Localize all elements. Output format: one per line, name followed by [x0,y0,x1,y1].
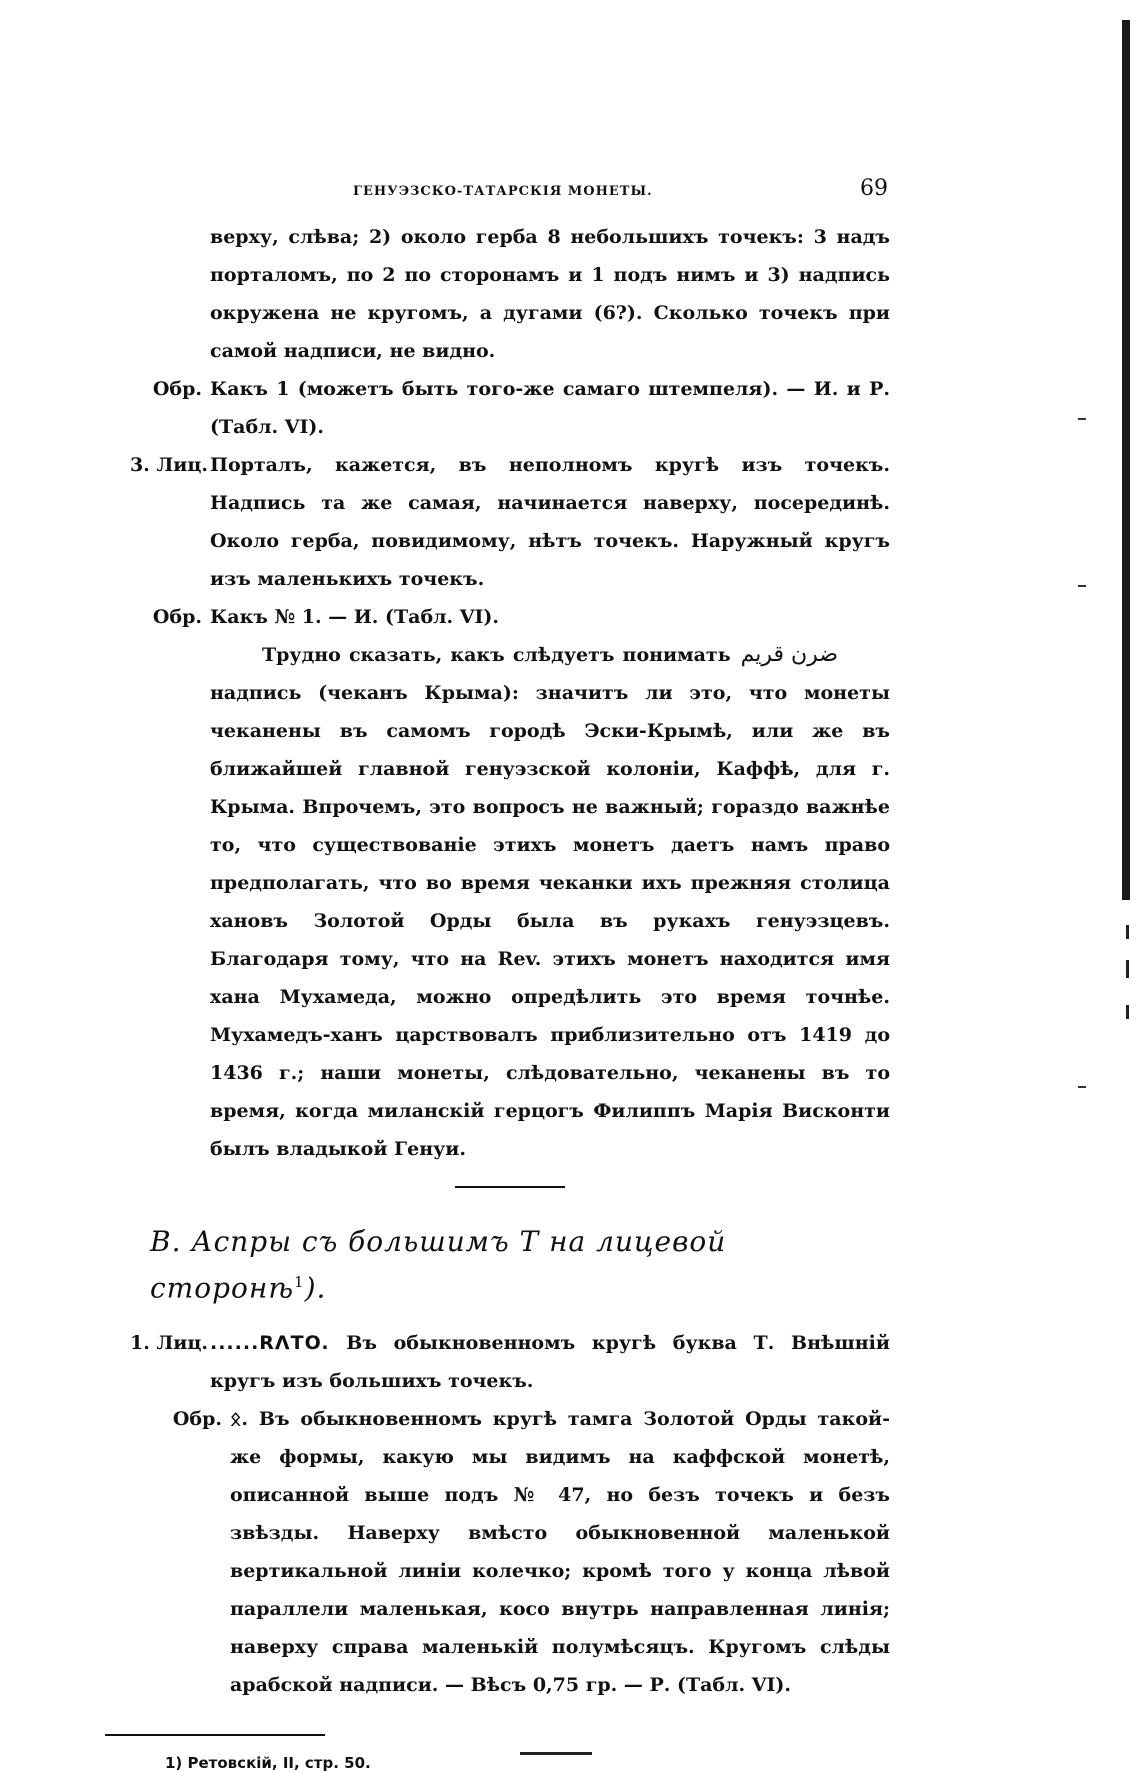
scan-edge-tick [1126,960,1129,978]
footnote-ref: 1 [294,1273,305,1291]
scan-speck [1078,418,1086,420]
obverse-body [230,1400,890,1704]
footnote-rule [105,1734,325,1736]
scan-edge-right [1122,20,1130,900]
obverse-text: Въ обыкновенномъ кругѣ тамга Золотой Орды такой-же формы, какую мы видимъ на каффской монетѣ, описанной выше подъ № 47, но безъ точекъ и безъ звѣзды. Наверху вмѣсто обыкновенной маленькой вертикальной линіи колечко; кромѣ того у конца лѣвой параллели маленькая, косо внутрь направленная линія; наверху справа маленькій полумѣсяцъ. Кругомъ слѣды арабской надписи. — Вѣсъ 0,75 гр. — Р. (Табл. VI). [230,1408,890,1697]
obverse-label: Обр. [172,1408,222,1431]
scan-speck [1078,585,1086,587]
face-label: 3. Лиц. [130,454,208,476]
scan-edge-tick [1126,1005,1129,1019]
book-page [130,170,890,1772]
footnote: 1) Ретовскій, II, стр. 50. [165,1754,371,1772]
face-entry-3 [130,446,890,598]
obverse-entry-b1 [150,1400,890,1704]
face-text: Порталъ, кажется, въ неполномъ кругѣ изъ точекъ. Надпись та же самая, начинается наверху, посерединѣ. Около герба, повидимому, нѣтъ точекъ. Наружный кругъ изъ маленькихъ точекъ. [210,454,890,590]
face-label: 1. Лиц. [130,1332,208,1355]
obverse-text: Какъ 1 (можетъ быть того-же самаго штемпеля). — И. и Р. (Табл. VI). [210,378,890,438]
scan-edge-tick [1126,925,1129,939]
obverse-text: Какъ № 1. — И. (Табл. VI). [210,606,499,628]
face-entry-b1 [130,1324,890,1400]
discussion-paragraph [130,636,890,1168]
face-body [210,1324,890,1400]
section-title-text: В. Аспры съ большимъ Т на лицевой сторонѣ [150,1225,727,1305]
section-title [150,1222,890,1308]
continuation-paragraph: верху, слѣва; 2) около герба 8 небольшихъ точекъ: 3 надъ порталомъ, по 2 по сторонамъ и 1 подъ нимъ и 3) надпись окружена не кругомъ, а дугами (6?). Сколько точекъ при самой надписи, не видно. [210,226,890,362]
obverse-entry-2 [130,370,890,446]
arabic-inscription: ضرن قريم [740,642,838,667]
section-divider [455,1186,565,1188]
coin-legend: ......RΛTO. [210,1332,330,1355]
running-head [130,170,890,218]
face-text: Въ обыкновенномъ кругѣ буква Т. Внѣшній кругъ изъ большихъ точекъ. [210,1332,890,1393]
scan-speck [1078,1086,1086,1088]
running-title: ГЕНУЭЗСКО-ТАТАРСКІЯ МОНЕТЫ. [353,184,653,199]
obverse-label: Обр. [152,378,202,400]
page-number: 69 [860,176,888,201]
discussion-text: Трудно сказать, какъ слѣдуетъ понимать надпись (чеканъ Крыма): значитъ ли это, что монеты чеканены въ самомъ городѣ Эски-Крымѣ, или же въ ближайшей главной генуэзской колоніи, Каффѣ, для г. Крыма. Впрочемъ, это вопросъ не важный; гораздо важнѣе то, что существованіе этихъ монетъ даетъ намъ право предполагать, что во время чеканки ихъ прежняя столица хановъ Золотой Орды была въ рукахъ генуэзцевъ. Благодаря тому, что на Rev. этихъ монетъ находится имя хана Мухамеда, можно опредѣлить это время точнѣе. Мухамедъ-ханъ царствовалъ приблизительно отъ 1419 до 1436 г.; наши монеты, слѣдовательно, чеканены въ то время, когда миланскій герцогъ Филиппъ Марія Висконти былъ владыкой Генуи. [210,644,890,1160]
section-title-tail: ). [304,1271,327,1305]
obverse-entry-3 [130,598,890,636]
scan-bottom-mark [520,1752,592,1755]
tamga-symbol: ᛟ. [230,1408,249,1431]
obverse-label: Обр. [152,606,202,628]
